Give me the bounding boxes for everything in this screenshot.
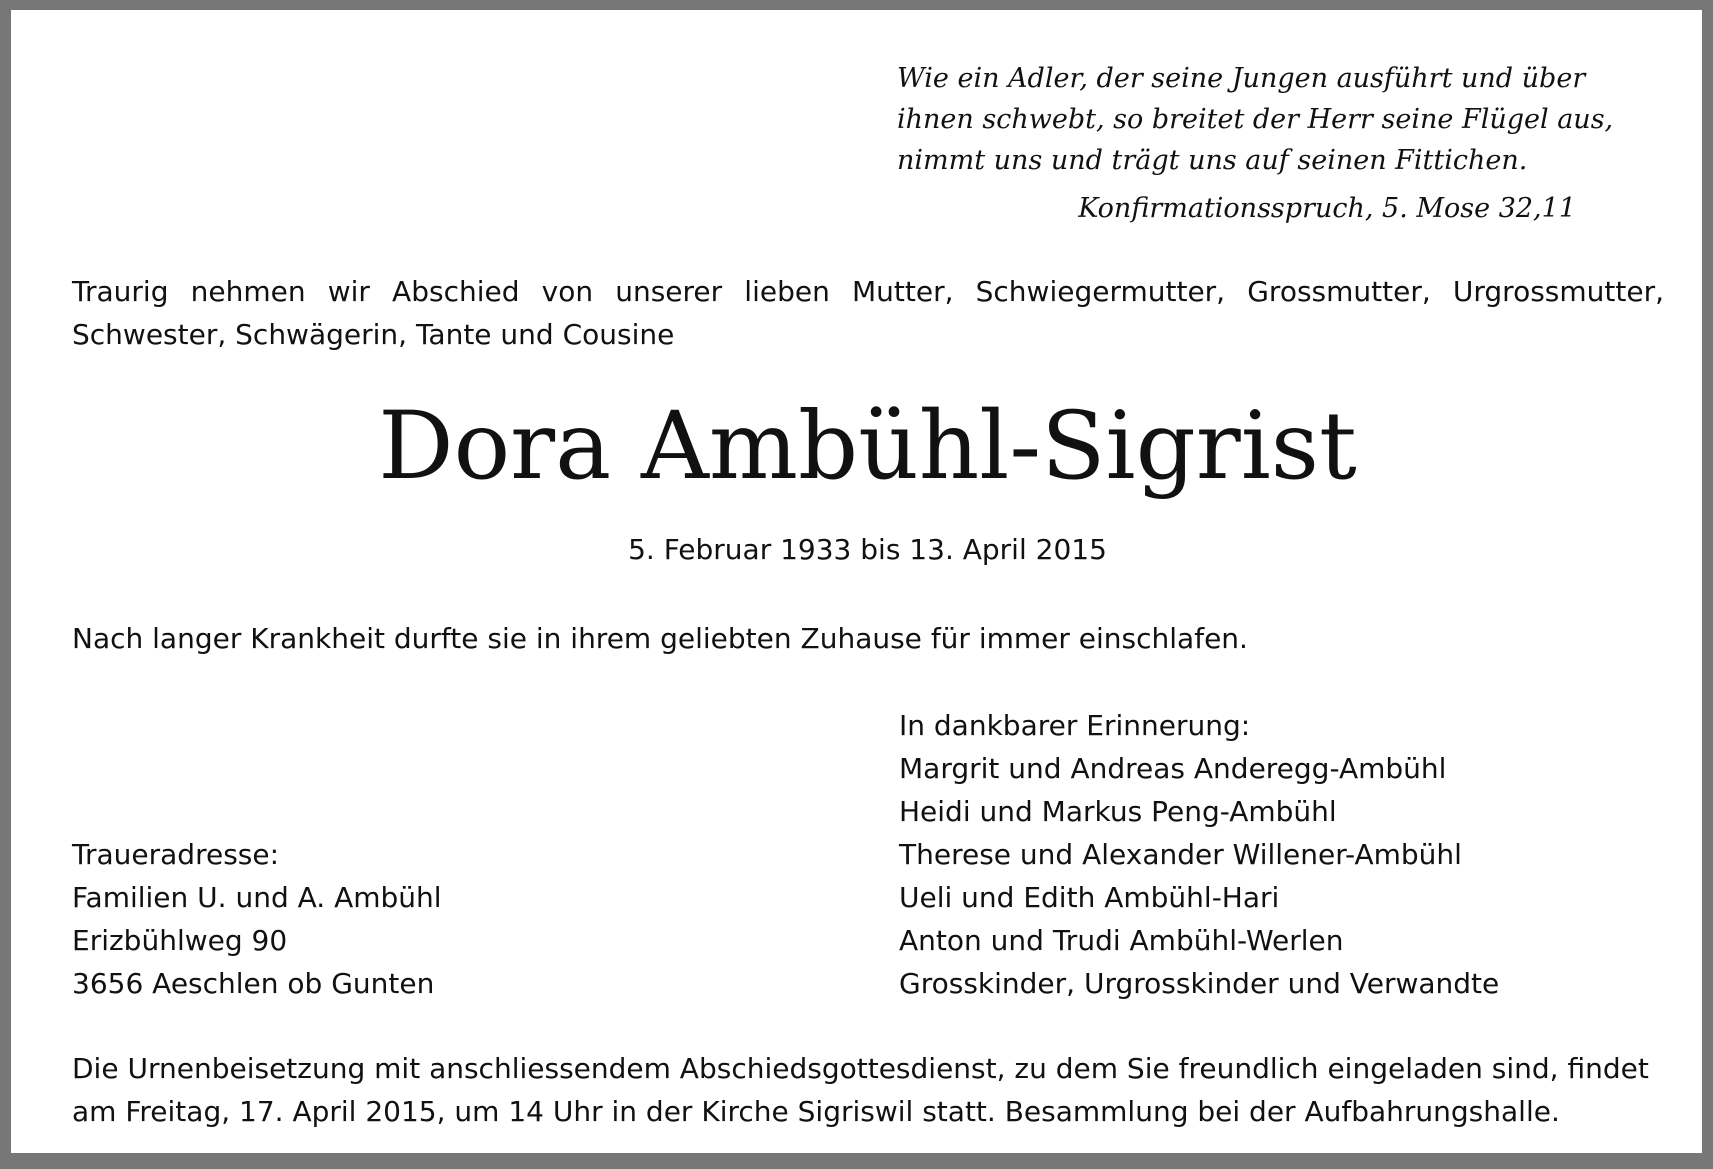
address-label: Traueradresse:: [72, 838, 280, 871]
intro-line: Schwester, Schwägerin, Tante und Cousine: [72, 318, 675, 351]
address-line: Familien U. und A. Ambühl: [72, 881, 442, 914]
service-line: Die Urnenbeisetzung mit anschliessendem Abschiedsgottesdienst, zu dem Sie freundlich eingeladen sind, findet: [72, 1052, 1649, 1085]
mourner-name: Margrit und Andreas Anderegg-Ambühl: [899, 752, 1447, 785]
intro-text: [72, 270, 1664, 356]
bible-verse: [897, 58, 1614, 181]
illness-text: Nach langer Krankheit durfte sie in ihrem geliebten Zuhause für immer einschlafen.: [72, 622, 1248, 655]
mourning-address: [72, 833, 442, 1005]
verse-source: Konfirmationsspruch, 5. Mose 32,11: [1078, 193, 1576, 224]
life-dates: 5. Februar 1933 bis 13. April 2015: [628, 533, 1107, 566]
mourners-list: [899, 704, 1499, 1005]
mourner-name: Grosskinder, Urgrosskinder und Verwandte: [899, 967, 1500, 1000]
mourner-name: Heidi und Markus Peng-Ambühl: [899, 795, 1337, 828]
mourners-heading: In dankbarer Erinnerung:: [899, 709, 1251, 742]
verse-line: ihnen schwebt, so breitet der Herr seine Flügel aus,: [897, 104, 1614, 135]
mourner-name: Anton und Trudi Ambühl-Werlen: [899, 924, 1344, 957]
verse-line: Wie ein Adler, der seine Jungen ausführt und über: [897, 63, 1586, 94]
mourner-name: Ueli und Edith Ambühl-Hari: [899, 881, 1280, 914]
deceased-name: Dora Ambühl-Sigrist: [378, 392, 1357, 501]
verse-line: nimmt uns und trägt uns auf seinen Fittichen.: [897, 145, 1528, 176]
funeral-service-text: [72, 1047, 1664, 1133]
intro-line: Traurig nehmen wir Abschied von unserer lieben Mutter, Schwiegermutter, Grossmutter, Urgrossmutter,: [72, 275, 1664, 308]
address-line: Erizbühlweg 90: [72, 924, 288, 957]
address-line: 3656 Aeschlen ob Gunten: [72, 967, 435, 1000]
mourner-name: Therese und Alexander Willener-Ambühl: [899, 838, 1462, 871]
service-line: am Freitag, 17. April 2015, um 14 Uhr in der Kirche Sigriswil statt. Besammlung bei der Aufbahrungshalle.: [72, 1095, 1560, 1128]
